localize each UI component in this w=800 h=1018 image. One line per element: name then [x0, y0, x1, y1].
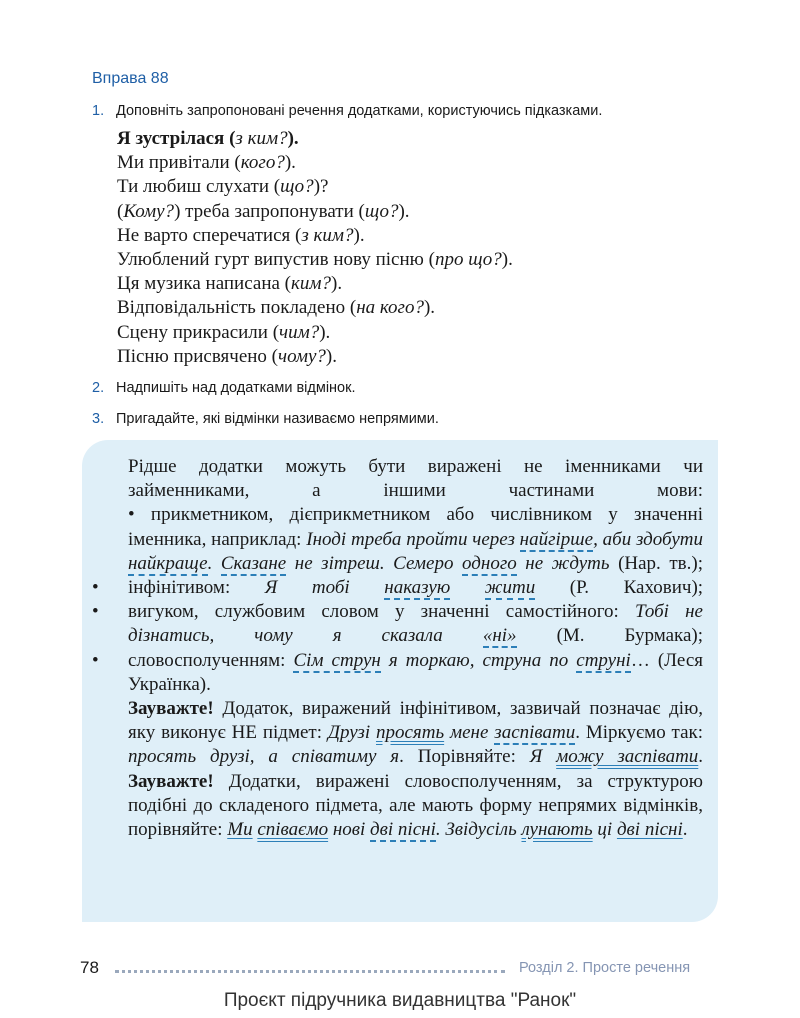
rule-intro: Рідше додатки можуть бути виражені не іменниками чи займенниками, а іншими частинами мови: — [128, 456, 703, 502]
sentence: Не варто сперечатися (з ким?). — [117, 224, 365, 246]
rule-note-infinitive: Зауважте! Додаток, виражений інфінітивом, зазвичай позначає дію, яку виконує НЕ підмет: Друзі просять мене заспівати. Міркуємо так: просять друзі, а співатиму я. Порівняйте: Я можу заспівати. — [128, 698, 704, 768]
task-text: Пригадайте, які відмінки називаємо непрямими. — [116, 411, 439, 427]
sentence: Пісню присвячено (чому?). — [117, 345, 337, 367]
rule-bullet-infinitive: • інфінітивом: Я тобі наказую жити (Р. Кахович); — [92, 576, 703, 600]
sentence: Я зустрілася (з ким?). — [117, 128, 299, 149]
sentence: Ми привітали (кого?). — [117, 152, 296, 174]
publisher-caption: Проєкт підручника видавництва "Ранок" — [223, 990, 577, 1011]
sentence: Ти любиш слухати (що?)? — [117, 176, 329, 198]
sentence: Відповідальність покладено (на кого?). — [117, 297, 436, 319]
section-title: Розділ 2. Просте речення — [519, 960, 691, 976]
task-number: 1. — [92, 103, 105, 119]
task-number: 3. — [92, 411, 105, 427]
task-1 — [92, 103, 602, 119]
bullet-icon: • — [92, 601, 99, 623]
sentence: Улюблений гурт випустив нову пісню (про що?). — [117, 249, 513, 271]
task-text: Доповніть запропоновані речення додатками, користуючись підказками. — [116, 103, 603, 119]
task-2 — [92, 380, 355, 396]
task-number: 2. — [92, 380, 105, 396]
rule-bullet-phrase: • словосполученням: Сім струн я торкаю, струна по струні… (Леся Українка). — [92, 649, 703, 695]
rule-bullet-interjection: • вигуком, службовим словом у значенні самостійного: Тобі не дізнатись, чому я сказала «ні» (М. Бурмака); — [92, 601, 703, 647]
bullet-icon: • — [128, 504, 151, 526]
sentence: Ця музика написана (ким?). — [117, 273, 343, 295]
exercise-title: Вправа 88 — [92, 70, 169, 87]
sentence: Сцену прикрасили (чим?). — [117, 321, 331, 343]
bullet-icon: • — [92, 577, 99, 599]
task-text: Надпишіть над додатками відмінок. — [116, 380, 356, 396]
rule-bullet-adjective: • прикметником, дієприкметником або числівником у значенні іменника, наприклад: Іноді треба пройти через найгірше, аби здобути найкраще. Сказане не зітреш. Семеро одного не ждуть (Нар. тв.); — [128, 504, 703, 574]
bullet-icon: • — [92, 649, 99, 671]
sentence: (Кому?) треба запропонувати (що?). — [117, 200, 410, 222]
page-number: 78 — [80, 958, 99, 977]
task-3 — [92, 411, 439, 427]
rule-text — [92, 455, 703, 842]
sentence-list — [117, 127, 513, 369]
footer-dotted-rule — [115, 970, 505, 973]
rule-note-phrase: Зауважте! Додатки, виражені словосполученням, за структурою подібні до складеного підмета, але мають форму непрямих відмінків, порівняйте: Ми співаємо нові дві пісні. Звідусіль лунають ці дві пісні. — [128, 770, 703, 841]
